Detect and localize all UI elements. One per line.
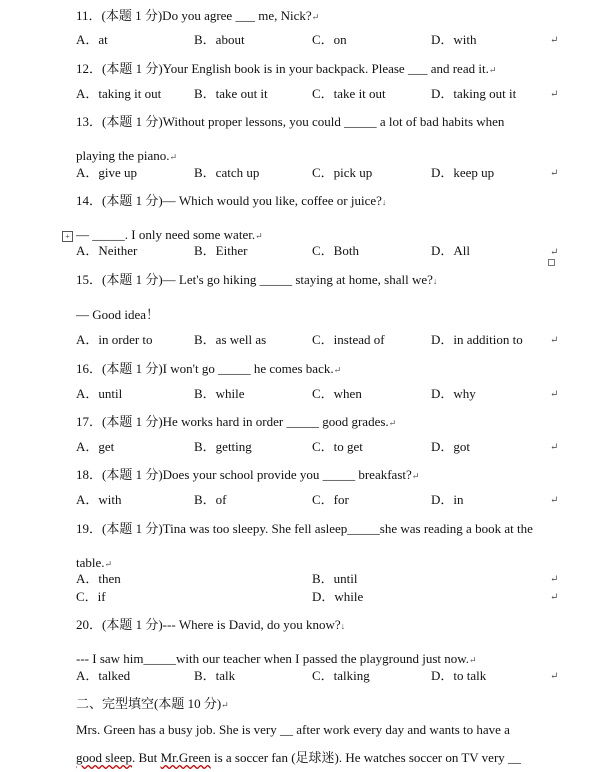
section-heading: 二、完型填空(本题 10 分)↵ xyxy=(76,696,229,711)
paragraph-mark: ↵ xyxy=(550,592,559,603)
q15-option-b: B．as well as xyxy=(194,332,267,347)
q16-option-b: B．while xyxy=(194,386,245,401)
question-18-stem: 18．(本题 1 分)Does your school provide you _____ breakfast?↵ xyxy=(76,467,420,482)
question-13-stem: 13．(本题 1 分)Without proper lessons, you could _____ a lot of bad habits when xyxy=(76,114,505,129)
q17-option-b: B．getting xyxy=(194,439,252,454)
q13-option-b: B．catch up xyxy=(194,165,260,180)
q15-option-c: C．instead of xyxy=(312,332,385,347)
q12-option-a: A．taking it out xyxy=(76,86,162,101)
paragraph-mark: ↵ xyxy=(550,442,559,453)
question-19-stem-cont: table.↵ xyxy=(76,555,113,570)
q18-option-d: D．in xyxy=(431,492,464,507)
q14-option-b: B．Either xyxy=(194,243,248,258)
q11-option-c: C．on xyxy=(312,32,347,47)
question-20-stem-cont: --- I saw him_____with our teacher when I passed the playground just now.↵ xyxy=(76,651,477,666)
question-19-stem: 19．(本题 1 分)Tina was too sleepy. She fell asleep_____she was reading a book at the xyxy=(76,521,533,536)
q20-option-a: A．talked xyxy=(76,668,131,683)
q12-option-b: B．take out it xyxy=(194,86,268,101)
paragraph-mark: ↵ xyxy=(550,335,559,346)
q18-option-a: A．with xyxy=(76,492,122,507)
q14-option-c: C．Both xyxy=(312,243,359,258)
q11-option-d: D．with xyxy=(431,32,477,47)
q16-option-d: D．why xyxy=(431,386,476,401)
q20-option-d: D．to talk xyxy=(431,668,487,683)
q15-option-a: A．in order to xyxy=(76,332,153,347)
question-11-stem: 11．(本题 1 分)Do you agree ___ me, Nick?↵ xyxy=(76,8,320,23)
q13-option-c: C．pick up xyxy=(312,165,373,180)
q18-option-c: C．for xyxy=(312,492,349,507)
question-13-stem-cont: playing the piano.↵ xyxy=(76,148,178,163)
table-resize-handle-icon[interactable] xyxy=(548,259,555,266)
question-17-stem: 17．(本题 1 分)He works hard in order _____ good grades.↵ xyxy=(76,414,397,429)
question-15-stem-cont: — Good idea！ xyxy=(76,307,160,322)
q19-option-b: B．until xyxy=(312,571,358,586)
q12-option-d: D．taking out it xyxy=(431,86,517,101)
passage-line-1: Mrs. Green has a busy job. She is very __ after work every day and wants to have a xyxy=(76,722,510,737)
q17-option-c: C．to get xyxy=(312,439,363,454)
q16-option-a: A．until xyxy=(76,386,123,401)
q11-option-b: B．about xyxy=(194,32,245,47)
q16-option-c: C．when xyxy=(312,386,362,401)
paragraph-mark: ↵ xyxy=(550,35,559,46)
q20-option-b: B．talk xyxy=(194,668,236,683)
q12-option-c: C．take it out xyxy=(312,86,386,101)
paragraph-mark: ↵ xyxy=(550,168,559,179)
q14-option-a: A．Neither xyxy=(76,243,138,258)
paragraph-mark: ↵ xyxy=(550,247,559,258)
q17-option-d: D．got xyxy=(431,439,471,454)
q18-option-b: B．of xyxy=(194,492,227,507)
table-move-handle-icon[interactable]: + xyxy=(62,231,73,242)
question-16-stem: 16．(本题 1 分)I won't go _____ he comes back.↵ xyxy=(76,361,342,376)
q19-option-d: D．while xyxy=(312,589,364,604)
q19-option-a: A．then xyxy=(76,571,121,586)
q20-option-c: C．talking xyxy=(312,668,370,683)
question-15-stem: 15．(本题 1 分)— Let's go hiking _____ staying at home, shall we?↓ xyxy=(76,272,438,287)
paragraph-mark: ↵ xyxy=(550,495,559,506)
paragraph-mark: ↵ xyxy=(550,89,559,100)
q15-option-d: D．in addition to xyxy=(431,332,523,347)
q13-option-a: A．give up xyxy=(76,165,138,180)
question-14-stem-cont: — _____. I only need some water.↵ xyxy=(76,227,263,242)
q17-option-a: A．get xyxy=(76,439,115,454)
question-20-stem: 20．(本题 1 分)--- Where is David, do you know?↓ xyxy=(76,617,346,632)
q14-option-d: D．All xyxy=(431,243,471,258)
paragraph-mark: ↵ xyxy=(550,389,559,400)
q19-option-c: C．if xyxy=(76,589,106,604)
paragraph-mark: ↵ xyxy=(550,671,559,682)
paragraph-mark: ↵ xyxy=(550,574,559,585)
passage-line-2: good sleep. But Mr.Green is a soccer fan (足球迷). He watches soccer on TV very __ xyxy=(76,750,522,765)
question-14-stem: 14．(本题 1 分)— Which would you like, coffee or juice?↓ xyxy=(76,193,387,208)
q11-option-a: A．at xyxy=(76,32,108,47)
q13-option-d: D．keep up xyxy=(431,165,495,180)
question-12-stem: 12．(本题 1 分)Your English book is in your backpack. Please ___ and read it.↵ xyxy=(76,61,497,76)
